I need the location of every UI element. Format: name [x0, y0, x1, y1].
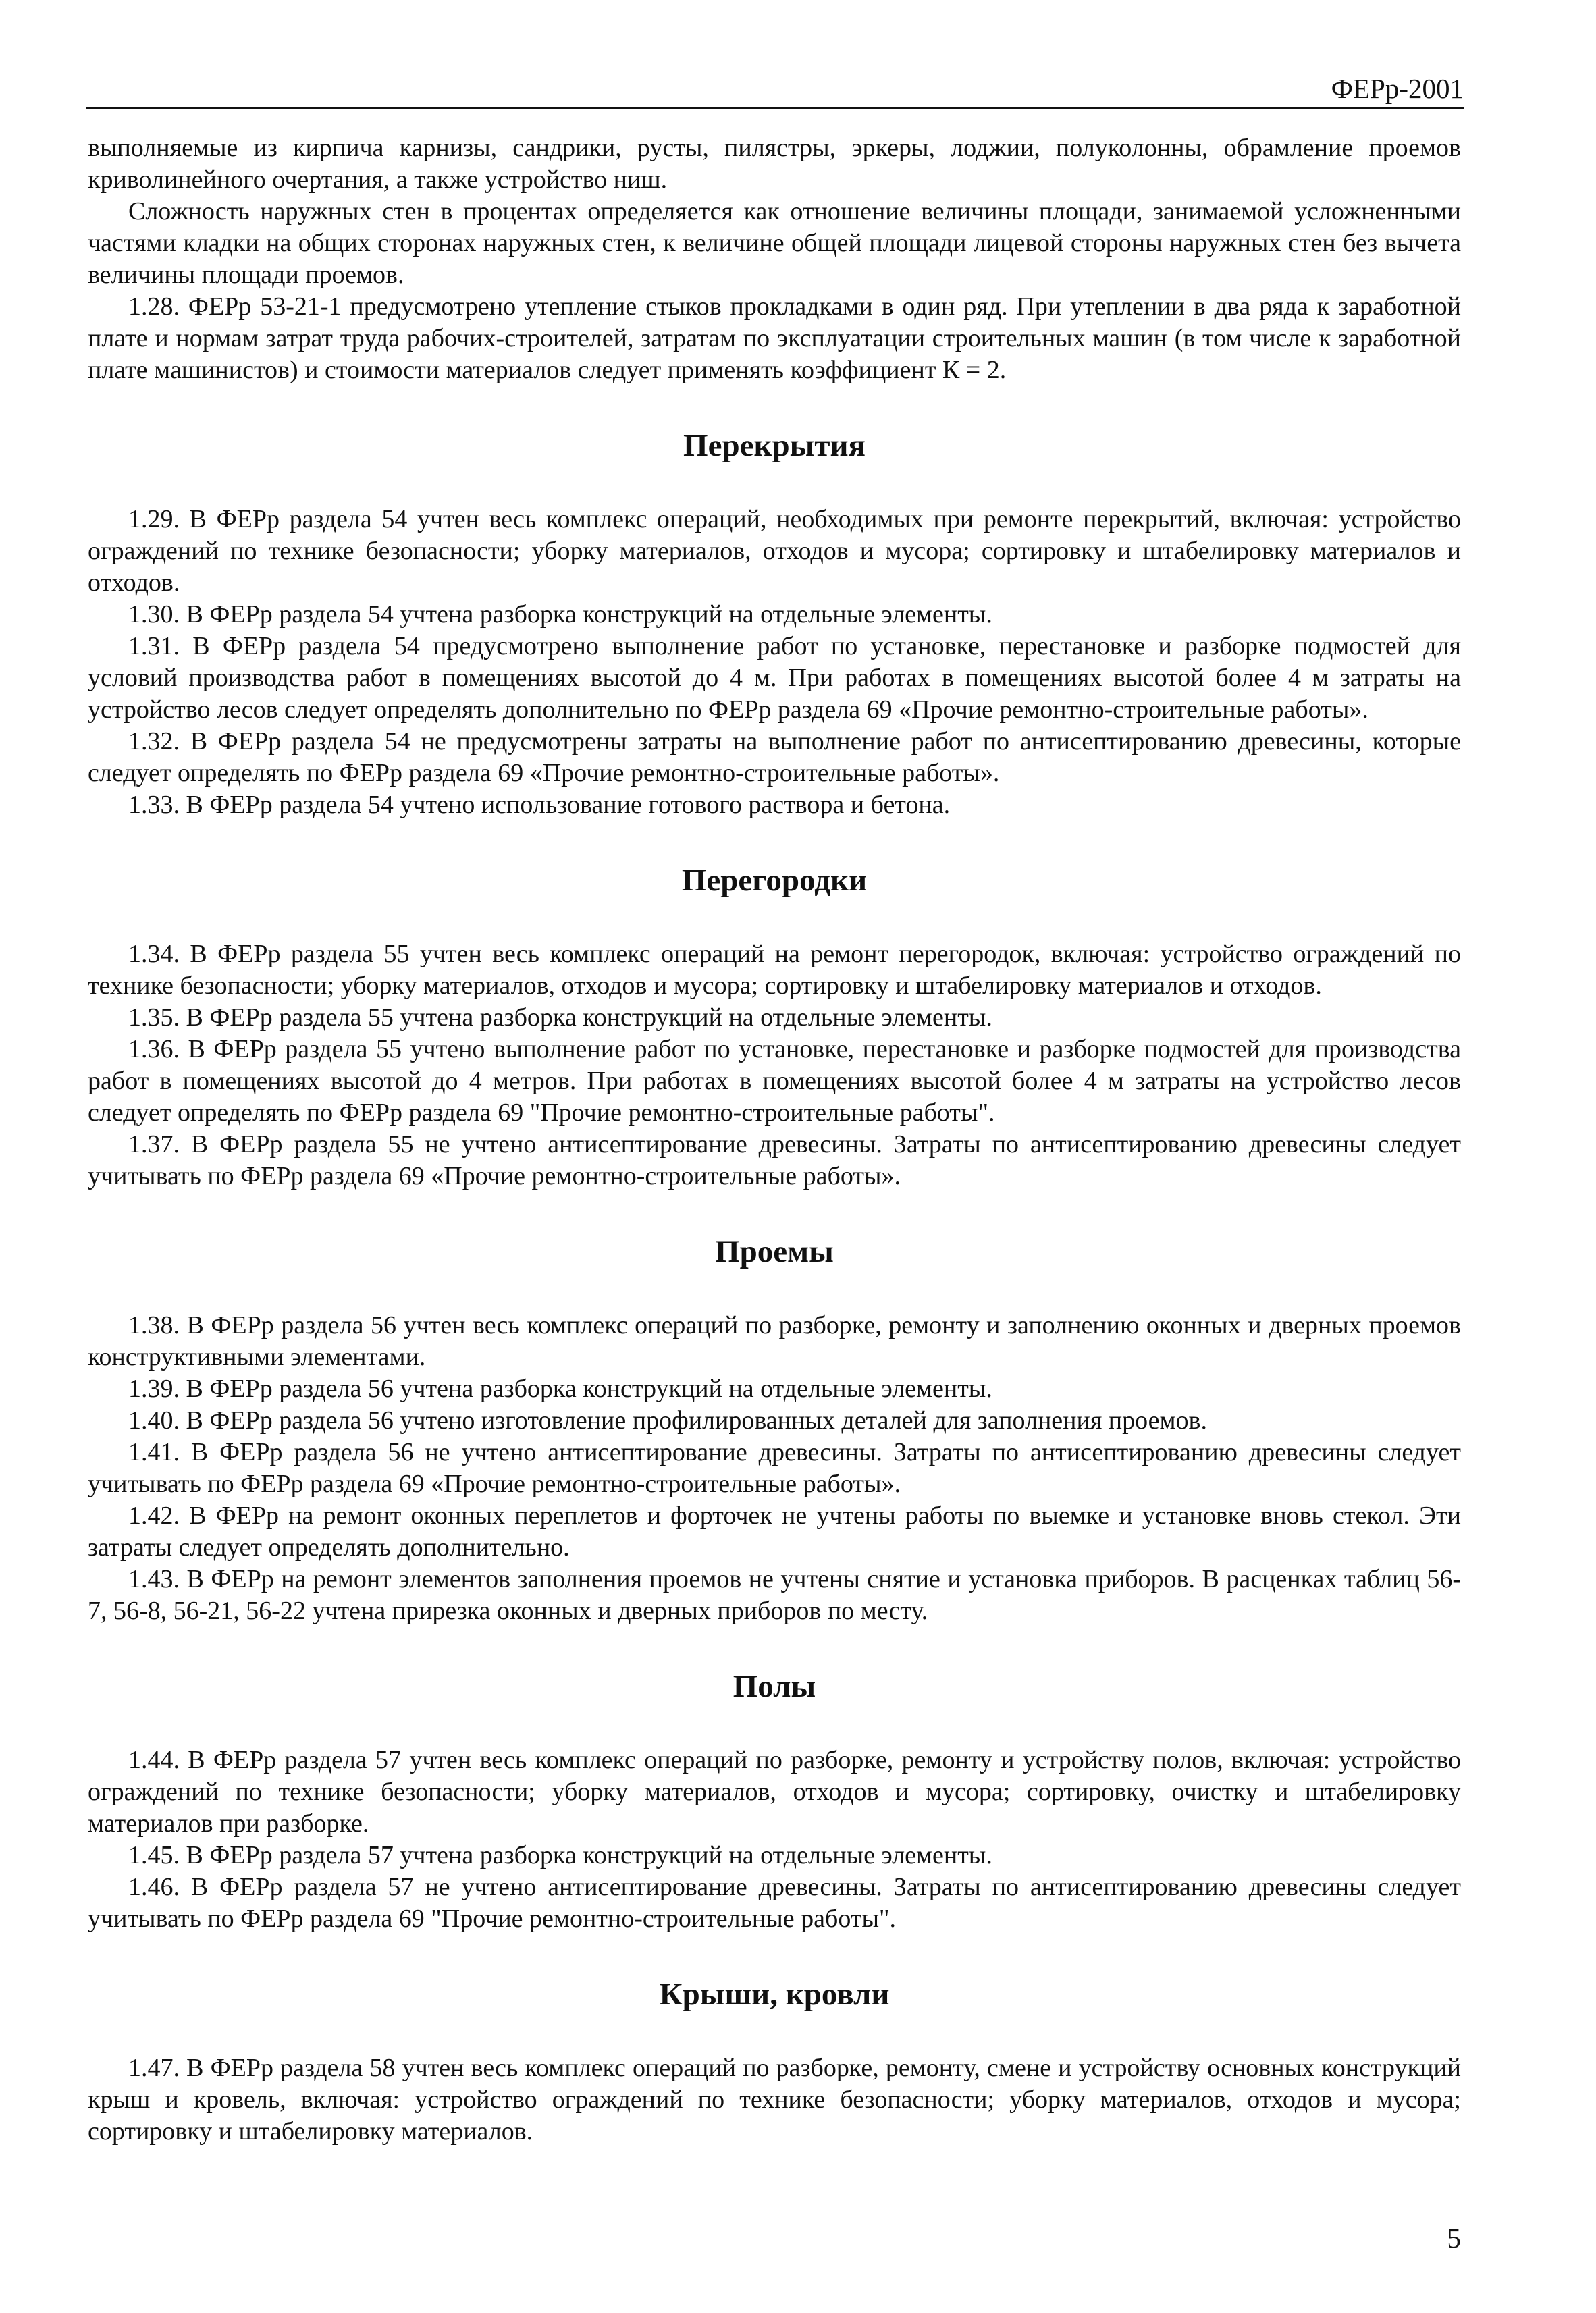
body-paragraph: 1.34. В ФЕРр раздела 55 учтен весь комплекс операций на ремонт перегородок, включая: устройство ограждений по технике безопасности; уборку материалов, отходов и мусора; сортировку и штабелировку материалов и отходов. — [88, 940, 1461, 1000]
body-paragraph: выполняемые из кирпича карнизы, сандрики, русты, пилястры, эркеры, лоджии, полуколонны, обрамление проемов криволинейного очертания, а также устройство ниш. — [88, 134, 1461, 194]
page-body — [88, 132, 1461, 2148]
body-paragraph: 1.28. ФЕРр 53-21-1 предусмотрено утепление стыков прокладками в один ряд. При утеплении в два ряда к заработной плате и нормам затрат труда рабочих-строителей, затратам по эксплуатации строительных машин (в том числе к заработной плате машинистов) и стоимости материалов следует применять коэффициент К = 2. — [88, 292, 1461, 384]
body-paragraph: 1.30. В ФЕРр раздела 54 учтена разборка конструкций на отдельные элементы. — [128, 600, 992, 629]
body-paragraph: 1.44. В ФЕРр раздела 57 учтен весь комплекс операций по разборке, ремонту и устройству полов, включая: устройство ограждений по технике безопасности; уборку материалов, отходов и мусора; сортировку, очистку и штабелировку материалов при разборке. — [88, 1746, 1461, 1838]
body-paragraph: 1.29. В ФЕРр раздела 54 учтен весь комплекс операций, необходимых при ремонте перекрытий, включая: устройство ограждений по технике безопасности; уборку материалов, отходов и мусора; сортировку и штабелировку материалов и отходов. — [88, 505, 1461, 597]
body-paragraph: 1.36. В ФЕРр раздела 55 учтено выполнение работ по установке, перестановке и разборке подмостей для производства работ в помещениях высотой до 4 метров. При работах в помещениях высотой более 4 м затраты на устройство лесов следует определять по ФЕРр раздела 69 "Прочие ремонтно-строительные работы". — [88, 1035, 1461, 1127]
body-paragraph: 1.37. В ФЕРр раздела 55 не учтено антисептирование древесины. Затраты по антисептированию древесины следует учитывать по ФЕРр раздела 69 «Прочие ремонтно-строительные работы». — [88, 1130, 1461, 1190]
body-paragraph: 1.31. В ФЕРр раздела 54 предусмотрено выполнение работ по установке, перестановке и разборке подмостей для условий производства работ в помещениях высотой до 4 м. При работах в помещениях высотой более 4 м затраты на устройство лесов следует определять дополнительно по ФЕРр раздела 69 «Прочие ремонтно-строительные работы». — [88, 632, 1461, 724]
body-paragraph: 1.47. В ФЕРр раздела 58 учтен весь комплекс операций по разборке, ремонту, смене и устройству основных конструкций крыш и кровель, включая: устройство ограждений по технике безопасности; уборку материалов, отходов и мусора; сортировку и штабелировку материалов. — [88, 2054, 1461, 2146]
section-heading-perekrytiya: Перекрытия — [683, 428, 866, 463]
body-paragraph: 1.46. В ФЕРр раздела 57 не учтено антисептирование древесины. Затраты по антисептированию древесины следует учитывать по ФЕРр раздела 69 "Прочие ремонтно-строительные работы". — [88, 1873, 1461, 1933]
section-heading-proemy: Проемы — [715, 1234, 834, 1269]
body-paragraph: Сложность наружных стен в процентах определяется как отношение величины площади, занимаемой усложненными частями кладки на общих сторонах наружных стен, к величине общей площади лицевой стороны наружных стен без вычета величины площади проемов. — [88, 197, 1461, 289]
body-paragraph: 1.45. В ФЕРр раздела 57 учтена разборка конструкций на отдельные элементы. — [128, 1841, 992, 1869]
page-number: 5 — [1447, 2223, 1461, 2254]
section-heading-peregorodki: Перегородки — [681, 863, 868, 898]
header-rule — [86, 107, 1464, 109]
body-paragraph: 1.43. В ФЕРр на ремонт элементов заполнения проемов не учтены снятие и установка приборов. В расценках таблиц 56-7, 56-8, 56-21, 56-22 учтена прирезка оконных и дверных приборов по месту. — [88, 1565, 1461, 1625]
section-heading-poly: Полы — [733, 1669, 816, 1704]
body-paragraph: 1.33. В ФЕРр раздела 54 учтено использование готового раствора и бетона. — [128, 791, 951, 819]
body-paragraph: 1.32. В ФЕРр раздела 54 не предусмотрены затраты на выполнение работ по антисептированию древесины, которые следует определять по ФЕРр раздела 69 «Прочие ремонтно-строительные работы». — [88, 727, 1461, 787]
section-heading-kryshi-krovli: Крыши, кровли — [659, 1977, 890, 2012]
body-paragraph: 1.39. В ФЕРр раздела 56 учтена разборка конструкций на отдельные элементы. — [128, 1375, 992, 1403]
body-paragraph: 1.35. В ФЕРр раздела 55 учтена разборка конструкций на отдельные элементы. — [128, 1003, 992, 1032]
body-paragraph: 1.41. В ФЕРр раздела 56 не учтено антисептирование древесины. Затраты по антисептированию древесины следует учитывать по ФЕРр раздела 69 «Прочие ремонтно-строительные работы». — [88, 1438, 1461, 1498]
document-code: ФЕРр-2001 — [1331, 73, 1464, 104]
body-paragraph: 1.42. В ФЕРр на ремонт оконных переплетов и форточек не учтены работы по выемке и установке вновь стекол. Эти затраты следует определять дополнительно. — [88, 1501, 1461, 1562]
body-paragraph: 1.38. В ФЕРр раздела 56 учтен весь комплекс операций по разборке, ремонту и заполнению оконных и дверных проемов конструктивными элементами. — [88, 1311, 1461, 1371]
body-paragraph: 1.40. В ФЕРр раздела 56 учтено изготовление профилированных деталей для заполнения проемов. — [128, 1406, 1207, 1435]
